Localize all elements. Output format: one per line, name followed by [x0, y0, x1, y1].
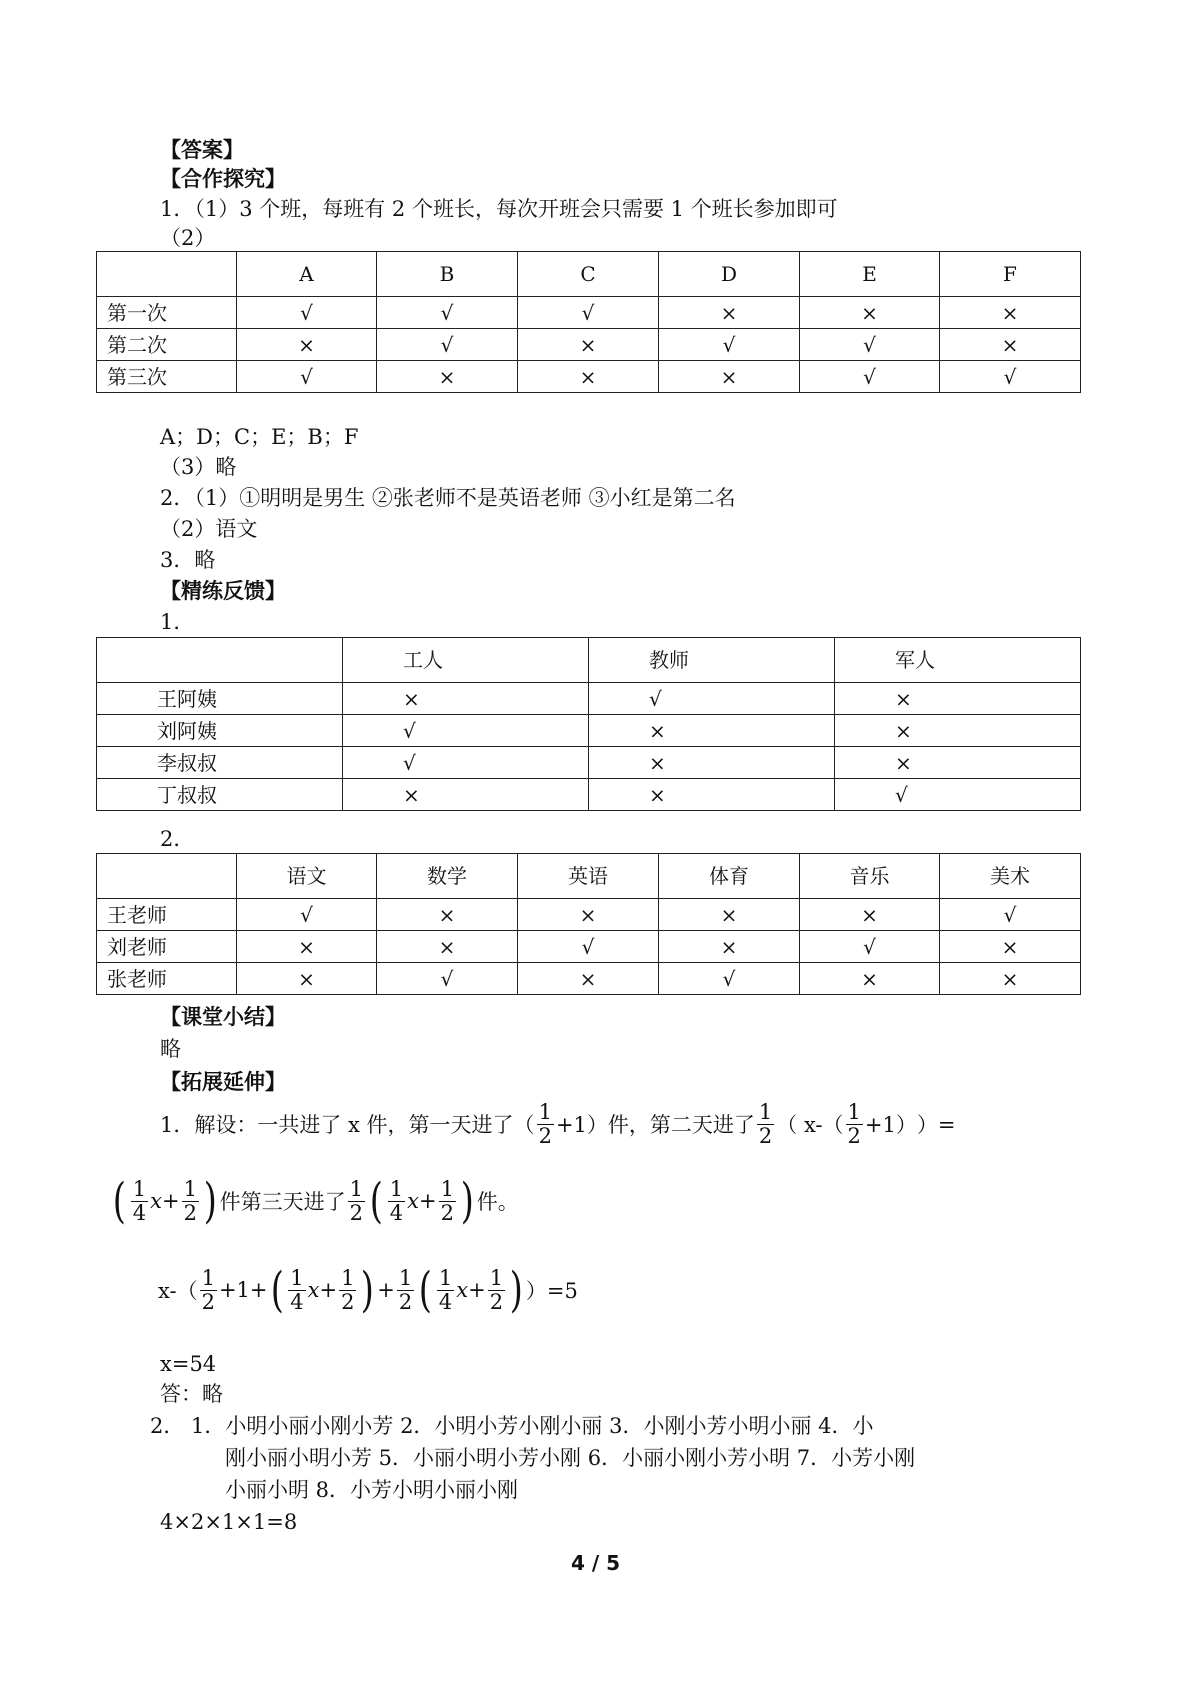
extend-q2-line3: 小丽小明 8．小芳小明小丽小刚	[225, 1478, 519, 1502]
header-cell: F	[940, 252, 1081, 297]
variable-x: x	[407, 1189, 419, 1213]
numerator: 1	[847, 1100, 861, 1125]
numerator: 1	[538, 1100, 552, 1125]
cell: √	[659, 963, 800, 995]
denominator: 4	[290, 1289, 304, 1314]
cell: √	[237, 297, 377, 329]
cell: √	[377, 329, 518, 361]
left-paren: (	[112, 1173, 126, 1229]
cell: √	[659, 329, 800, 361]
denominator: 2	[440, 1200, 454, 1225]
cell: ×	[377, 361, 518, 393]
fraction	[288, 1267, 305, 1312]
header-cell	[97, 252, 237, 297]
cell: √	[800, 931, 940, 963]
extend-text: +1）	[864, 1113, 917, 1137]
cell: ×	[800, 899, 940, 931]
cell: ×	[518, 963, 659, 995]
cell: ×	[800, 297, 940, 329]
right-paren: )	[509, 1262, 524, 1318]
header-cell	[97, 854, 237, 899]
denominator: 2	[398, 1289, 413, 1314]
denominator: 4	[389, 1200, 404, 1225]
denominator: 2	[341, 1289, 355, 1314]
header-cell: 军人	[835, 638, 1081, 683]
numerator: 1	[183, 1177, 197, 1202]
table-row	[97, 683, 1081, 715]
row-header: 刘阿姨	[97, 715, 343, 747]
extend-x-result: x=54	[160, 1352, 217, 1376]
right-paren: )	[203, 1173, 217, 1229]
coop-q3: 3．略	[160, 548, 216, 572]
cell: ×	[659, 931, 800, 963]
cell: √	[237, 899, 377, 931]
extend-text: 1．解设：一共进了 x 件，第一天进了（	[160, 1113, 535, 1137]
cell: √	[343, 715, 589, 747]
row-header: 丁叔叔	[97, 779, 343, 811]
cell: √	[589, 683, 835, 715]
cell: ×	[343, 683, 589, 715]
row-header: 张老师	[97, 963, 237, 995]
summary-text: 略	[160, 1037, 181, 1061]
row-header: 王老师	[97, 899, 237, 931]
fraction	[339, 1267, 356, 1312]
fraction	[131, 1178, 148, 1223]
equation-text: +	[377, 1278, 395, 1302]
header-cell: 音乐	[800, 854, 940, 899]
header-cell: D	[659, 252, 800, 297]
equation-text: +	[249, 1278, 268, 1302]
cell: √	[237, 361, 377, 393]
extend-text: 件。	[476, 1190, 519, 1214]
denominator: 2	[847, 1123, 861, 1148]
numerator: 1	[489, 1266, 504, 1291]
cell: ×	[940, 931, 1081, 963]
cell: √	[940, 361, 1081, 393]
teacher-subject-table	[96, 853, 1081, 995]
cell: ×	[589, 715, 835, 747]
cell: √	[835, 779, 1081, 811]
cell: ×	[343, 779, 589, 811]
fraction	[200, 1267, 217, 1312]
equation-text: +1	[218, 1278, 250, 1302]
cell: ×	[237, 963, 377, 995]
extend-q2-line1: 2． 1．小明小丽小刚小芳 2．小明小芳小刚小丽 3．小刚小芳小明小丽 4．小	[150, 1414, 874, 1438]
section-heading-practice: 【精练反馈】	[160, 579, 286, 603]
extend-solution-line2	[110, 1168, 519, 1234]
row-header: 第一次	[97, 297, 237, 329]
row-header: 李叔叔	[97, 747, 343, 779]
cell: ×	[940, 329, 1081, 361]
table-row	[97, 715, 1081, 747]
equation-text: ）=5	[525, 1279, 578, 1303]
extend-q2-line2: 刚小丽小明小芳 5．小丽小明小芳小刚 6．小丽小刚小芳小明 7．小芳小刚	[225, 1446, 916, 1470]
table-row	[97, 899, 1081, 931]
coop-q2-part1: 2．（1）①明明是男生 ②张老师不是英语老师 ③小红是第二名	[160, 486, 736, 510]
cell: ×	[518, 899, 659, 931]
table-header-row	[97, 854, 1081, 899]
right-paren: )	[460, 1173, 474, 1229]
variable-x: x	[456, 1278, 469, 1302]
cell: ×	[237, 329, 377, 361]
section-heading-coop: 【合作探究】	[160, 167, 286, 191]
table-header-row	[97, 252, 1081, 297]
coop-q2-part2: （2）语文	[160, 517, 258, 541]
coop-q1-part3: （3）略	[160, 455, 237, 479]
header-cell: A	[237, 252, 377, 297]
fraction	[437, 1267, 454, 1312]
plus-sign: +	[419, 1189, 437, 1213]
denominator: 2	[349, 1200, 364, 1225]
row-header: 第三次	[97, 361, 237, 393]
cell: √	[343, 747, 589, 779]
cell: √	[518, 931, 659, 963]
extend-text: +1）件，第二天进了	[555, 1113, 755, 1137]
table-row	[97, 779, 1081, 811]
extend-text: （ x-（	[776, 1113, 844, 1137]
denominator: 2	[183, 1200, 197, 1225]
numerator: 1	[341, 1266, 355, 1291]
table-header-row	[97, 638, 1081, 683]
numerator: 1	[440, 1177, 454, 1202]
right-paren: )	[361, 1262, 375, 1318]
cell: ×	[659, 899, 800, 931]
fraction	[537, 1101, 554, 1146]
header-cell: 数学	[377, 854, 518, 899]
cell: ×	[518, 361, 659, 393]
extend-calc: 4×2×1×1=8	[160, 1510, 298, 1534]
coop-q1-part1: 1．（1）3 个班，每班有 2 个班长，每次开班会只需要 1 个班长参加即可	[160, 197, 838, 221]
plus-sign: +	[319, 1278, 338, 1302]
row-header: 王阿姨	[97, 683, 343, 715]
section-heading-extend: 【拓展延伸】	[160, 1070, 286, 1094]
fraction	[182, 1178, 199, 1223]
cell: ×	[377, 931, 518, 963]
coop-q1-part2-label: （2）	[160, 226, 216, 250]
extend-text: ）=	[916, 1113, 956, 1137]
cell: √	[377, 297, 518, 329]
extend-solution-line1	[160, 1094, 955, 1154]
cell: ×	[659, 297, 800, 329]
denominator: 2	[489, 1289, 504, 1314]
fraction	[846, 1101, 863, 1146]
denominator: 4	[438, 1289, 453, 1314]
table-row	[97, 963, 1081, 995]
occupation-table	[96, 637, 1081, 811]
cell: ×	[589, 779, 835, 811]
coop-result: A；D；C；E；B；F	[160, 425, 359, 449]
header-cell: 语文	[237, 854, 377, 899]
cell: ×	[835, 715, 1081, 747]
row-header: 刘老师	[97, 931, 237, 963]
fraction	[439, 1178, 456, 1223]
header-cell	[97, 638, 343, 683]
schedule-table	[96, 251, 1081, 393]
cell: ×	[377, 899, 518, 931]
fraction	[348, 1178, 365, 1223]
practice-label-2: 2．	[160, 827, 195, 851]
header-cell: B	[377, 252, 518, 297]
denominator: 2	[538, 1123, 552, 1148]
cell: ×	[835, 683, 1081, 715]
header-cell: C	[518, 252, 659, 297]
extend-equation	[158, 1257, 578, 1323]
header-cell: 教师	[589, 638, 835, 683]
cell: √	[940, 899, 1081, 931]
cell: ×	[940, 963, 1081, 995]
cell: √	[377, 963, 518, 995]
cell: ×	[518, 329, 659, 361]
fraction	[757, 1101, 774, 1146]
header-cell: 英语	[518, 854, 659, 899]
cell: ×	[940, 297, 1081, 329]
variable-x: x	[307, 1278, 320, 1302]
numerator: 1	[438, 1266, 453, 1291]
header-cell: 工人	[343, 638, 589, 683]
numerator: 1	[201, 1266, 215, 1291]
header-cell: 体育	[659, 854, 800, 899]
numerator: 1	[290, 1266, 304, 1291]
left-paren: (	[270, 1262, 284, 1318]
row-header: 第二次	[97, 329, 237, 361]
left-paren: (	[418, 1262, 433, 1318]
plus-sign: +	[468, 1278, 486, 1302]
table-row	[97, 747, 1081, 779]
cell: √	[800, 361, 940, 393]
plus-sign: +	[161, 1189, 180, 1213]
practice-label-1: 1．	[160, 610, 195, 634]
extend-answer: 答：略	[160, 1382, 223, 1406]
cell: ×	[589, 747, 835, 779]
cell: √	[800, 329, 940, 361]
cell: ×	[659, 361, 800, 393]
extend-text: 件第三天进了	[219, 1190, 346, 1214]
fraction	[488, 1267, 505, 1312]
table-row	[97, 361, 1081, 393]
section-heading-summary: 【课堂小结】	[160, 1005, 286, 1029]
page-number: 4 / 5	[570, 1551, 621, 1575]
header-cell: E	[800, 252, 940, 297]
table-row	[97, 297, 1081, 329]
table-row	[97, 931, 1081, 963]
denominator: 2	[758, 1123, 773, 1148]
cell: √	[518, 297, 659, 329]
numerator: 1	[132, 1177, 147, 1202]
header-cell: 美术	[940, 854, 1081, 899]
numerator: 1	[398, 1266, 413, 1291]
cell: ×	[800, 963, 940, 995]
variable-x: x	[150, 1189, 162, 1213]
numerator: 1	[758, 1100, 773, 1125]
fraction	[388, 1178, 405, 1223]
equation-text: x-（	[158, 1279, 198, 1303]
table-row	[97, 329, 1081, 361]
fraction	[397, 1267, 414, 1312]
left-paren: (	[369, 1173, 383, 1229]
cell: ×	[237, 931, 377, 963]
numerator: 1	[389, 1177, 404, 1202]
numerator: 1	[349, 1177, 364, 1202]
cell: ×	[835, 747, 1081, 779]
denominator: 4	[132, 1200, 147, 1225]
section-heading-answer: 【答案】	[160, 138, 244, 162]
denominator: 2	[201, 1289, 215, 1314]
